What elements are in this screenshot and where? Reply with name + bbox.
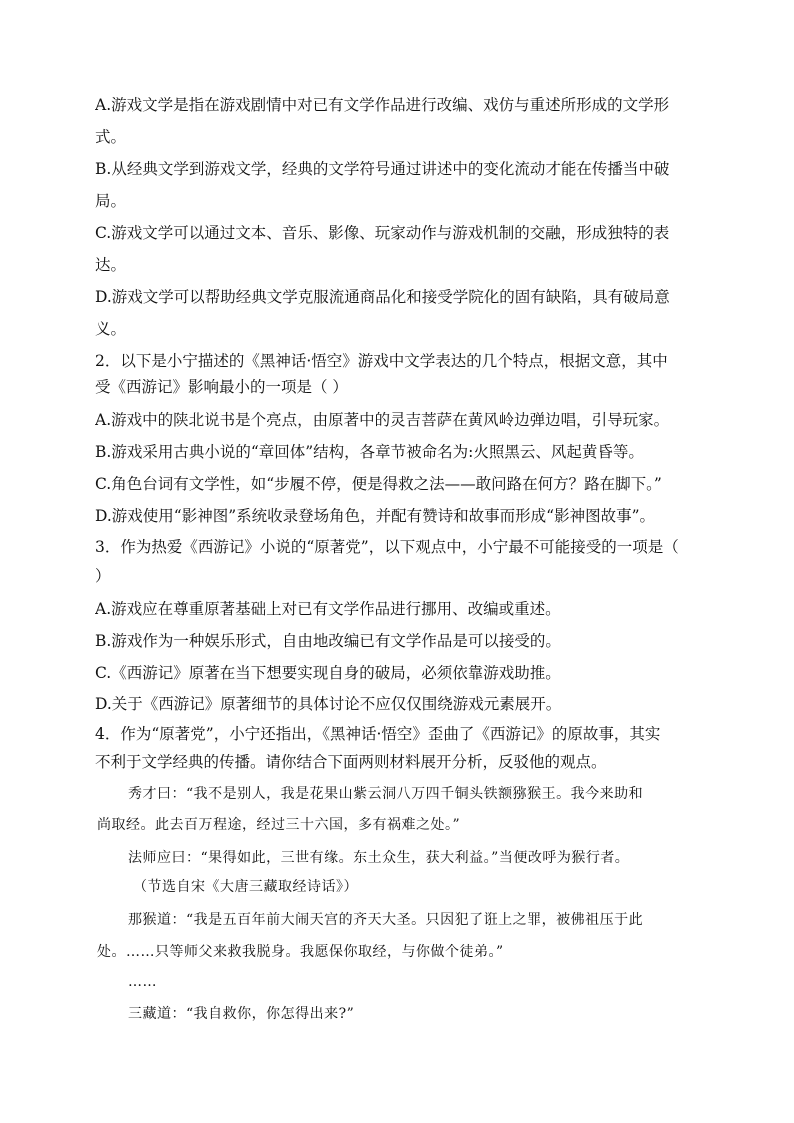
q1-option-a-line-1: A.游戏文学是指在游戏剧情中对已有文学作品进行改编、戏仿与重述所形成的文学形 [95, 96, 670, 114]
material-2-line-3: 三藏道：“我自救你，你怎得出来?” [128, 1006, 355, 1022]
material-1-source: （节选自宋《大唐三藏取经诗话》） [133, 879, 358, 895]
q3-option-c: C.《西游记》原著在当下想要实现自身的破局，必须依靠游戏助推。 [95, 664, 561, 682]
material-2-ellipsis: …… [128, 974, 157, 990]
q1-option-c-line-1: C.游戏文学可以通过文本、音乐、影像、玩家动作与游戏机制的交融，形成独特的表 [95, 224, 670, 242]
material-2-line-2: 处。……只等师父来救我脱身。我愿保你取经，与你做个徒弟。” [97, 944, 504, 960]
q2-option-d: D.游戏使用“影神图”系统收录登场角色，并配有赞诗和故事而形成“影神图故事”。 [95, 507, 656, 525]
material-1-line-1: 秀才曰：“我不是别人，我是花果山紫云洞八万四千铜头铁额猕猴王。我今来助和 [128, 786, 644, 802]
q3-stem-line-2: ） [95, 567, 111, 585]
q2-stem-line-1: 2．以下是小宁描述的《黑神话·悟空》游戏中文学表达的几个特点，根据文意，其中 [95, 352, 668, 370]
q2-option-c: C.角色台词有文学性，如“步履不停，便是得救之法——敢问路在何方？路在脚下。” [95, 475, 662, 493]
material-2-line-1: 那猴道：“我是五百年前大闹天宫的齐天大圣。只因犯了诳上之罪，被佛祖压于此 [128, 912, 644, 928]
q2-option-b: B.游戏采用古典小说的“章回体”结构，各章节被命名为:火照黑云、风起黄昏等。 [95, 443, 644, 461]
q3-option-d: D.关于《西游记》原著细节的具体讨论不应仅仅围绕游戏元素展开。 [95, 695, 562, 713]
q2-stem-line-2: 受《西游记》影响最小的一项是（ ） [95, 378, 348, 396]
q2-option-a: A.游戏中的陕北说书是个亮点，由原著中的灵吉菩萨在黄风岭边弹边唱，引导玩家。 [95, 411, 670, 429]
q3-option-a: A.游戏应在尊重原著基础上对已有文学作品进行挪用、改编或重述。 [95, 600, 561, 618]
q1-option-c-line-2: 达。 [95, 256, 127, 274]
q1-option-b-line-1: B.从经典文学到游戏文学，经典的文学符号通过讲述中的变化流动才能在传播当中破 [95, 160, 670, 178]
material-1-line-2: 尚取经。此去百万程途，经过三十六国，多有祸难之处。” [97, 817, 461, 833]
material-1-line-3: 法师应曰：“果得如此，三世有缘。东土众生，获大利益。”当便改呼为猴行者。 [128, 850, 630, 866]
q1-option-a-line-2: 式。 [95, 128, 127, 146]
q3-stem-line-1: 3．作为热爱《西游记》小说的“原著党”，以下观点中，小宁最不可能接受的一项是（ [95, 538, 679, 556]
q1-option-d-line-1: D.游戏文学可以帮助经典文学克服流通商品化和接受学院化的固有缺陷，具有破局意 [95, 288, 670, 306]
q4-stem-line-2: 不利于文学经典的传播。请你结合下面两则材料展开分析，反驳他的观点。 [95, 753, 607, 771]
q4-stem-line-1: 4．作为“原著党”，小宁还指出，《黑神话·悟空》歪曲了《西游记》的原故事，其实 [95, 725, 661, 743]
q3-option-b: B.游戏作为一种娱乐形式，自由地改编已有文学作品是可以接受的。 [95, 632, 561, 650]
q1-option-b-line-2: 局。 [95, 192, 127, 210]
q1-option-d-line-2: 义。 [95, 320, 127, 338]
